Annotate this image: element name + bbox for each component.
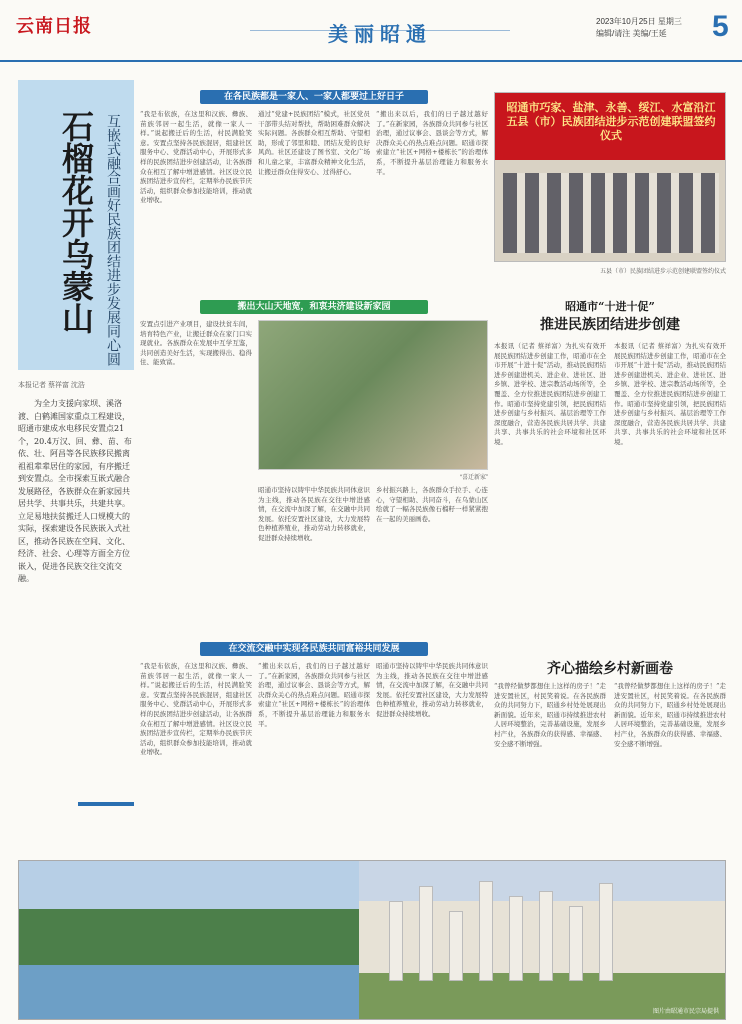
building bbox=[479, 881, 493, 981]
article2-column-1: “我曾经做梦都想住上这样的房子！”走进安置社区，村民笑着说。在各民族群众的共同努力下，昭通乡村处处展现出新面貌。近年来，昭通市持续推进农村人居环境整治，完善基础设施，发展乡村产业，各族群众的获得感、幸福感、安全感不断增强。 bbox=[494, 682, 606, 748]
landscape-photo bbox=[18, 860, 726, 1020]
article1-column-2: 本报讯（记者 蔡祥富）为扎实有效开展民族团结进步创建工作，昭通市在全市开展“十进十促”活动，推动民族团结进步创建进机关、进企业、进社区、进乡镇、进学校、进宗教活动场所等，全覆盖、全方位推进民族团结进步创建工作。昭通市坚持党建引领，把民族团结进步创建与乡村振兴、基层治理等工作深度融合，营造各民族共居共学、共建共享、共事共乐的社会环境和社区环境。 bbox=[614, 342, 726, 446]
date-block bbox=[596, 16, 706, 40]
article1-title: 推进民族团结进步创建 bbox=[540, 317, 680, 333]
group-figures bbox=[503, 173, 719, 253]
section-heading-3: 在交流交融中实现各民族共同富裕共同发展 bbox=[200, 642, 428, 656]
byline: 本报记者 蔡祥富 沈浩 bbox=[18, 382, 85, 389]
lead-column bbox=[18, 80, 134, 960]
article-column-8: “搬出来以后，我们的日子越过越好了。”在新家园，各族群众共同参与社区治理，通过议事会、恳谈会等方式，解决群众关心的热点难点问题。昭通市探索建立“社区+网格+楼栋长”的治理体系，不断提升基层治理能力和服务水平。 bbox=[258, 662, 370, 728]
article-column-1: “我是布依族，在这里和汉族、彝族、苗族邻居一起生活，就像一家人一样。”说起搬迁后的生活，村民满脸笑意。安置点坚持各民族混居，组建社区服务中心、党群活动中心，开展形式多样的民族团结进步创建活动，让各族群众在相互了解中增进感情。社区设立民族团结进步宣传栏，定期举办民族节庆活动，组织群众参加技能培训，推动就业增收。 bbox=[140, 110, 252, 205]
section-banner: 美丽昭通 bbox=[328, 22, 432, 46]
article2-column-2: “我曾经做梦都想住上这样的房子！”走进安置社区，村民笑着说。在各民族群众的共同努力下，昭通乡村处处展现出新面貌。近年来，昭通市持续推进农村人居环境整治，完善基础设施，发展乡村产业，各族群众的获得感、幸福感、安全感不断增强。 bbox=[614, 682, 726, 748]
article-column-9: 昭通市坚持以铸牢中华民族共同体意识为主线，推动各民族在交往中增进感情，在交流中加深了解，在交融中共同发展。依托安置社区建设，大力发展特色种植养殖业，推动劳动力转移就业，促进群众持续增收。 bbox=[376, 662, 488, 718]
dam-photo bbox=[19, 861, 359, 1020]
lead-text: 为全力支援向家坝、溪洛渡、白鹤滩国家重点工程建设，昭通市建成水电移民安置点21个，20.4万汉、回、彝、苗、布依、壮、阿昌等各民族移民搬离祖祖辈辈居住的家园，有序搬迁到安置点。全市探索互嵌式融合发展路径，各族群众在新家园共居共学、共事共乐，共建共享。立足易地扶贫搬迁人口规模大的实际，探索建设各民族嵌入式社区，推动各民族在空间、文化、经济、社会、心理等方面全方位嵌入，促进各民族交往交流交融。 bbox=[18, 399, 132, 583]
date-line: 2023年10月25日 星期三 bbox=[596, 17, 682, 26]
building bbox=[389, 901, 403, 981]
article-column-5: 昭通市坚持以铸牢中华民族共同体意识为主线，推动各民族在交往中增进感情，在交流中加深了解，在交融中共同发展。依托安置社区建设，大力发展特色种植养殖业，推动劳动力转移就业，促进群众持续增收。 bbox=[258, 486, 370, 542]
page-number: 5 bbox=[712, 10, 729, 43]
decorative-arrow bbox=[78, 802, 134, 806]
building bbox=[599, 883, 613, 981]
main-title: 石榴花开乌蒙山 bbox=[57, 110, 95, 334]
resettlement-town-photo bbox=[359, 861, 726, 1020]
article1-subtitle: 昭通市“十进十促” bbox=[565, 300, 655, 313]
article-column-7: “我是布依族，在这里和汉族、彝族、苗族邻居一起生活，就像一家人一样。”说起搬迁后的生活，村民满脸笑意。安置点坚持各民族混居，组建社区服务中心、党群活动中心，开展形式多样的民族团结进步创建活动，让各族群众在相互了解中增进感情。社区设立民族团结进步宣传栏，定期举办民族节庆活动，组织群众参加技能培训，推动就业增收。 bbox=[140, 662, 252, 757]
title-box bbox=[18, 80, 134, 370]
ceremony-banner: 昭通市巧家、盐津、永善、绥江、水富沿江五县（市）民族团结进步示范创建联盟签约仪式 bbox=[506, 101, 716, 142]
section-heading-1: 在各民族都是一家人、一家人都要过上好日子 bbox=[200, 90, 428, 104]
article-column-3: “搬出来以后，我们的日子越过越好了。”在新家园，各族群众共同参与社区治理，通过议事会、恳谈会等方式，解决群众关心的热点难点问题。昭通市探索建立“社区+网格+楼栋长”的治理体系，不断提升基层治理能力和服务水平。 bbox=[376, 110, 488, 176]
building bbox=[569, 906, 583, 981]
bottom-caption: 图片由昭通市民宗局提供 bbox=[652, 1009, 719, 1015]
building bbox=[449, 911, 463, 981]
right-photo-caption: 五县（市）民族团结进步示范创建联盟签约仪式 bbox=[599, 269, 726, 275]
celebration-photo bbox=[258, 320, 488, 470]
building bbox=[419, 886, 433, 981]
building bbox=[539, 891, 553, 981]
article-column-4: 安置点引进产业项目，建设扶贫车间，培育特色产业，让搬迁群众在家门口实现就业。各族群众在发展中互学互鉴，共同创造美好生活，实现搬得出、稳得住、能致富。 bbox=[140, 320, 252, 367]
article1-column-1: 本报讯（记者 蔡祥富）为扎实有效开展民族团结进步创建工作，昭通市在全市开展“十进十促”活动，推动民族团结进步创建进机关、进企业、进社区、进乡镇、进学校、进宗教活动场所等，全覆盖、全方位推进民族团结进步创建工作。昭通市坚持党建引领，把民族团结进步创建与乡村振兴、基层治理等工作深度融合，营造各民族共居共学、共建共享、共事共乐的社会环境和社区环境。 bbox=[494, 342, 606, 446]
main-article bbox=[140, 80, 488, 860]
article2-title: 齐心描绘乡村新画卷 bbox=[547, 661, 673, 677]
sub-title: 互嵌式融合画好民族团结进步发展同心圆 bbox=[105, 114, 121, 366]
building bbox=[509, 896, 523, 981]
editor-line: 编辑/请注 美编/王延 bbox=[596, 29, 667, 38]
newspaper-logo: 云南日报 bbox=[16, 16, 92, 37]
signing-ceremony-photo bbox=[494, 92, 726, 262]
masthead bbox=[0, 0, 742, 62]
article-column-6: 乡村振兴路上，各族群众手拉手、心连心，守望相助、共同奋斗，在乌蒙山区绘就了一幅各民族像石榴籽一样紧紧抱在一起的美丽画卷。 bbox=[376, 486, 488, 523]
section-heading-2: 搬出大山天地宽，和衷共济建设新家园 bbox=[200, 300, 428, 314]
photo-caption: “喜迁新家” bbox=[460, 475, 488, 481]
article-column-2: 通过“党建+民族团结”模式，社区党员干部带头结对帮扶，帮助困难群众解决实际问题。各族群众相互帮助、守望相助，形成了邻里和睦、团结友爱的良好风尚。社区还建设了图书室、文化广场和儿童之家，丰富群众精神文化生活，让搬迁群众住得安心、过得舒心。 bbox=[258, 110, 370, 176]
